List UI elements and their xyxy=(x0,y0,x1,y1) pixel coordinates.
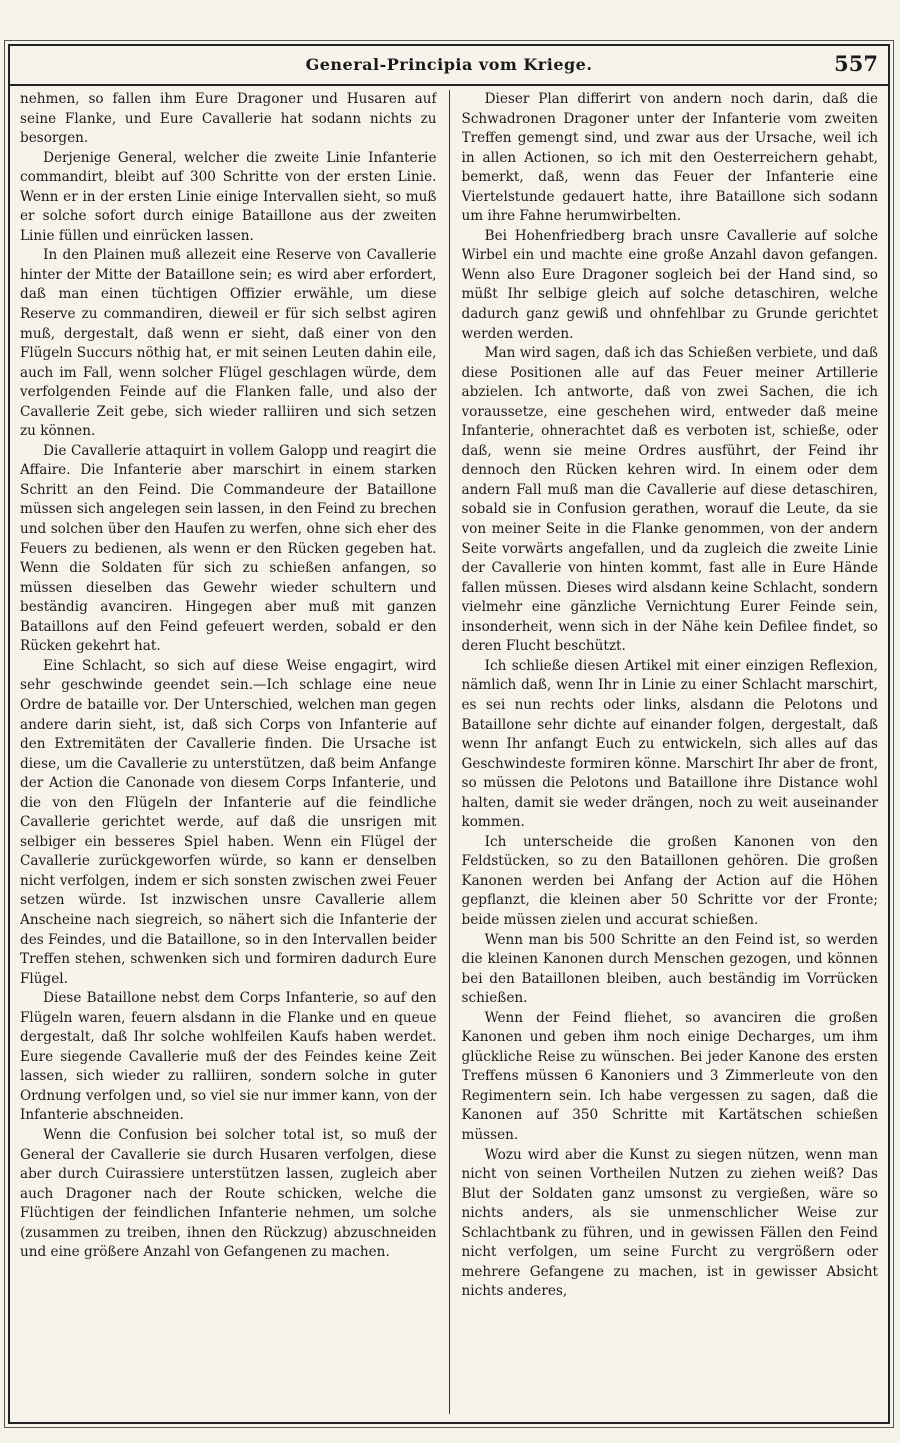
page-number: 557 xyxy=(834,51,878,76)
page-header xyxy=(10,46,888,86)
paragraph: Ich unterscheide die großen Kanonen von den Feldstücken, so zu den Bataillonen gehören. Die großen Kanonen werden bei Anfang der Action auf die Höhen gepflanzt, die kleinen aber 50 Schritte vor der Fronte; beide müssen zielen und accurat schießen. xyxy=(461,833,878,928)
paragraph: Wenn man bis 500 Schritte an den Feind ist, so werden die kleinen Kanonen durch Menschen gezogen, und können bei den Bataillonen bleiben, auch beständig im Vorrücken schießen. xyxy=(461,931,878,1007)
paragraph: Eine Schlacht, so sich auf diese Weise engagirt, wird sehr geschwinde geendet sein.—Ich schlage eine neue Ordre de bataille vor. Der Unterschied, welchen man gegen andere darin sieht, ist, daß sich Corps von Infanterie auf den Extremitäten der Cavallerie finden. Die Ursache ist diese, um die Cavallerie zu unterstützen, daß beim Anfange der Action die Canonade von diesem Corps Infanterie, und die von den Flügeln der Infanterie auf die feindliche Cavallerie gerichtet werde, auf daß die unsrigen mit selbiger ein besseres Spiel haben. Wenn ein Flügel der Cavallerie zurückgeworfen würde, so kann er denselben nicht verfolgen, indem er sich sonsten zwischen zwei Feuer setzen würde. Ist inzwischen unsre Cavallerie allem Anscheine nach siegreich, so nähert sich die Infanterie der des Feindes, und die Bataillone, so in den Intervallen beider Treffen stehen, schwenken sich und formiren dadurch Eure Flügel. xyxy=(20,657,437,987)
paragraph: Derjenige General, welcher die zweite Linie Infanterie commandirt, bleibt auf 300 Schritte von der ersten Linie. Wenn er in der ersten Linie einige Intervallen sieht, so muß er solche sofort durch einige Bataillone aus der zweiten Linie füllen und einrücken lassen. xyxy=(20,149,437,244)
running-title: General-Principia vom Kriege. xyxy=(305,55,593,74)
right-column xyxy=(462,90,879,1414)
paragraph: Man wird sagen, daß ich das Schießen verbiete, und daß diese Positionen alle auf das Feuer meiner Artillerie abzielen. Ich antworte, daß von zwei Sachen, die ich voraussetze, eine geschehen wird, entweder daß meine Infanterie, ohnerachtet daß es verboten ist, schieße, oder daß, wenn sie meine Ordres ausführt, der Feind ihr dennoch den Rücken kehren wird. In einem oder dem andern Fall muß man die Cavallerie auf diese detaschiren, sobald sie in Confusion gerathen, worauf die Leute, da sie von meiner Seite in die Flanke genommen, von der andern Seite vorwärts angefallen, und da zugleich die zweite Linie der Cavallerie von hinten kommt, fast alle in Eure Hände fallen müssen. Dieses wird alsdann keine Schlacht, sondern vielmehr eine gänzliche Vernichtung Eurer Feinde sein, insonderheit, wenn sich in der Nähe kein Defilee findet, so deren Flucht beschützt. xyxy=(461,345,878,655)
column-divider xyxy=(449,90,450,1414)
paragraph: Bei Hohenfriedberg brach unsre Cavallerie auf solche Wirbel ein und machte eine große Anzahl davon gefangen. Wenn also Eure Dragoner sogleich bei der Hand sind, so müßt Ihr selbige gleich auf solche detaschiren, welche dadurch ganz gewiß und ohnfehlbar zu Grunde gerichtet werden werden. xyxy=(461,227,878,342)
paragraph: Ich schließe diesen Artikel mit einer einzigen Reflexion, nämlich daß, wenn Ihr in Linie zu einer Schlacht marschirt, es sei nun rechts oder links, alsdann die Pelotons und Bataillone sehr dichte auf einander folgen, dergestalt, daß wenn Ihr anfangt Euch zu entwickeln, sich alles auf das Geschwindeste formiren könne. Marschirt Ihr aber de front, so müssen die Pelotons und Bataillone ihre Distance wohl halten, damit sie weder drängen, noch zu weit auseinander kommen. xyxy=(461,657,878,831)
paragraph: Wenn die Confusion bei solcher total ist, so muß der General der Cavallerie sie durch Husaren verfolgen, diese aber durch Cuirassiere unterstützen lassen, zugleich aber auch Dragoner nach der Route schicken, welche die Flüchtigen der feindlichen Infanterie nehmen, um solche (zusammen zu treiben, ihnen den Rückzug) abzuschneiden und eine größere Anzahl von Gefangenen zu machen. xyxy=(20,1126,437,1261)
paragraph: Wozu wird aber die Kunst zu siegen nützen, wenn man nicht von seinen Vortheilen Nutzen zu ziehen weiß? Das Blut der Soldaten ganz umsonst zu vergießen, wäre so nichts anders, als sie unmenschlicher Weise zur Schlachtbank zu führen, und in gewissen Fällen den Feind nicht verfolgen, um seine Furcht zu vergrößern oder mehrere Gefangene zu machen, ist in gewisser Absicht nichts anderes, xyxy=(461,1146,878,1300)
left-column xyxy=(20,90,437,1414)
paragraph: nehmen, so fallen ihm Eure Dragoner und Husaren auf seine Flanke, und Eure Cavallerie hat sodann nichts zu besorgen. xyxy=(20,91,437,147)
paragraph: Diese Bataillone nebst dem Corps Infanterie, so auf den Flügeln waren, feuern alsdann in die Flanke und en queue dergestalt, daß Ihr solche wohlfeilen Kaufs haben werdet. Eure siegende Cavallerie muß der des Feindes keine Zeit lassen, sich wieder zu ralliiren, sondern solche in guter Ordnung verfolgen und, so viel sie nur immer kann, von der Infanterie abschneiden. xyxy=(20,990,437,1124)
paragraph: Wenn der Feind fliehet, so avanciren die großen Kanonen und geben ihm noch einige Decharges, um ihm glückliche Reise zu wünschen. Bei jeder Kanone des ersten Treffens müssen 6 Kanoniers und 3 Zimmerleute von den Regimentern sein. Ich habe vergessen zu sagen, daß die Kanonen auf 350 Schritte mit Kartätschen schießen müssen. xyxy=(461,1009,878,1143)
printed-page xyxy=(8,44,890,1424)
paragraph: In den Plainen muß allezeit eine Reserve von Cavallerie hinter der Mitte der Bataillone sein; es wird aber erfordert, daß man einen tüchtigen Offizier erwähle, um diese Reserve zu commandiren, dieweil er für sich selbst agiren muß, dergestalt, daß wenn er sieht, daß einer von den Flügeln Succurs nöthig hat, er mit seinen Leuten dahin eile, auch im Fall, wenn solcher Flügel geschlagen würde, dem verfolgenden Feinde auf die Flanken falle, und also der Cavallerie Zeit gebe, sich wieder ralliiren und sich setzen zu können. xyxy=(20,247,437,440)
paragraph: Die Cavallerie attaquirt in vollem Galopp und reagirt die Affaire. Die Infanterie aber marschirt in einem starken Schritt an den Feind. Die Commandeure der Bataillone müssen sich angelegen sein lassen, in den Feind zu brechen und solchen über den Haufen zu werfen, ohne sich eher des Feuers zu bedienen, als wenn er den Rücken gegeben hat. Wenn die Soldaten für sich zu schießen anfangen, so müssen dieselben das Gewehr wieder schultern und beständig avanciren. Hingegen aber muß mit ganzen Bataillons auf den Feind gefeuert werden, sobald er den Rücken gekehrt hat. xyxy=(20,442,437,655)
paragraph: Dieser Plan differirt von andern noch darin, daß die Schwadronen Dragoner unter der Infanterie vom zweiten Treffen gemengt sind, und zwar aus der Ursache, weil ich in allen Actionen, so ich mit den Oesterreichern gehabt, bemerkt, daß, wenn das Feuer der Infanterie eine Viertelstunde gedauert hatte, ihre Bataillone sich sodann um ihre Fahne herumwirbelten. xyxy=(461,91,878,225)
text-columns xyxy=(20,90,878,1414)
